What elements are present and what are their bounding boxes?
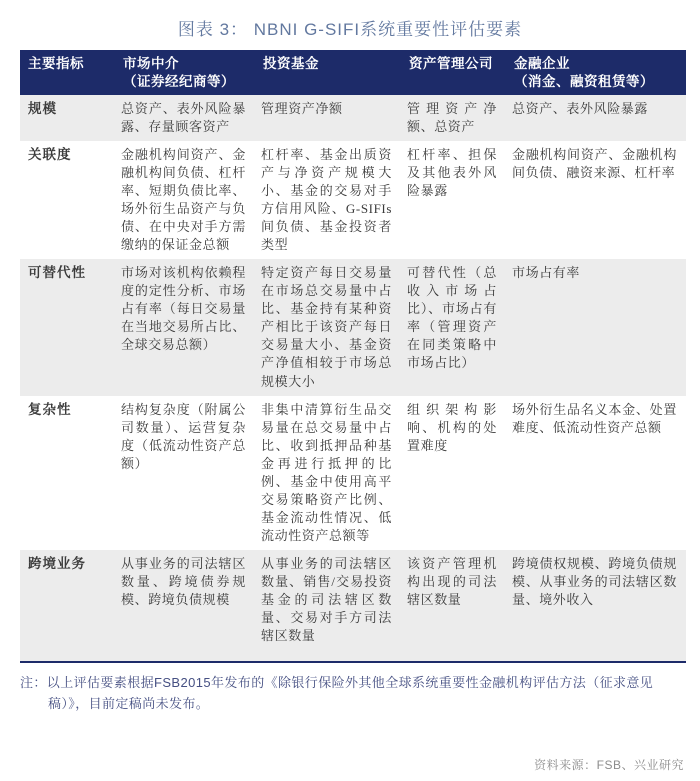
header-title: 投资基金 xyxy=(263,56,319,71)
assessment-factors-table xyxy=(20,50,686,663)
cell-asset-managers: 管理资产净额、总资产 xyxy=(401,95,506,141)
cell-finance-companies: 市场占有率 xyxy=(506,259,686,395)
header-title: 市场中介 xyxy=(123,56,179,71)
cell-market-intermediaries: 总资产、表外风险暴露、存量顾客资产 xyxy=(115,95,255,141)
header-main-indicator xyxy=(20,50,115,95)
table-row-cross-border xyxy=(20,550,686,662)
header-title: 资产管理公司 xyxy=(409,56,493,71)
header-title: 金融企业 xyxy=(514,56,570,71)
cell-investment-funds: 从事业务的司法辖区数量、销售/交易投资基金的司法辖区数量、交易对手方司法辖区数量 xyxy=(255,550,401,662)
cell-investment-funds: 杠杆率、基金出质资产与净资产规模大小、基金的交易对手方信用风险、G-SIFIs间负债、基金投资者类型 xyxy=(261,146,392,253)
cell-asset-managers: 组织架构影响、机构的处置难度 xyxy=(407,401,497,453)
table-row-complexity xyxy=(20,396,686,551)
cell-market-intermediaries: 结构复杂度（附属公司数量）、运营复杂度（低流动性资产总额） xyxy=(121,401,246,471)
header-subtitle: （消金、融资租赁等） xyxy=(514,73,654,89)
table-row-substitutability xyxy=(20,259,686,395)
cell-investment-funds: 特定资产每日交易量在市场总交易量中占比、基金持有某种资产相比于该资产每日交易量大小、基金资产净值相较于市场总规模大小 xyxy=(255,259,401,395)
cell-asset-managers: 该资产管理机构出现的司法辖区数量 xyxy=(401,550,506,662)
cell-asset-managers: 可替代性（总收入市场占比）、市场占有率（管理资产在同类策略中市场占比） xyxy=(401,259,506,395)
cell-asset-managers: 杠杆率、担保及其他表外风险暴露 xyxy=(407,146,497,198)
cell-market-intermediaries: 市场对该机构依赖程度的定性分析、市场占有率（每日交易量在当地交易所占比、全球交易总额） xyxy=(115,259,255,395)
cell-finance-companies: 场外衍生品名义本金、处置难度、低流动性资产总额 xyxy=(512,401,677,435)
cell-investment-funds: 管理资产净额 xyxy=(255,95,401,141)
source-credit: 资料来源：FSB、兴业研究 xyxy=(534,758,684,772)
header-investment-funds xyxy=(255,50,401,95)
header-market-intermediaries xyxy=(115,50,255,95)
cell-investment-funds: 非集中清算衍生品交易量在总交易量中占比、收到抵押品种基金再进行抵押的比例、基金中使用高平交易策略资产比例、基金流动性情况、低流动性资产总额等 xyxy=(261,401,392,543)
indicator-cell: 可替代性 xyxy=(20,259,115,395)
table-row-interconnectedness xyxy=(20,141,686,259)
header-subtitle: （证券经纪商等） xyxy=(123,73,235,89)
indicator-cell: 复杂性 xyxy=(28,401,72,417)
header-asset-managers xyxy=(401,50,506,95)
table-row-scale xyxy=(20,95,686,141)
cell-market-intermediaries: 金融机构间资产、金融机构间负债、杠杆率、短期负债比率、场外衍生品资产与负债、在中央对手方需缴纳的保证金总额 xyxy=(121,146,246,253)
cell-market-intermediaries: 从事业务的司法辖区数量、跨境债券规模、跨境负债规模 xyxy=(115,550,255,662)
indicator-cell: 规模 xyxy=(20,95,115,141)
cell-finance-companies: 跨境债权规模、跨境负债规模、从事业务的司法辖区数量、境外收入 xyxy=(506,550,686,662)
indicator-cell: 关联度 xyxy=(28,146,72,162)
header-title: 主要指标 xyxy=(28,56,84,71)
figure-title: 图表 3： NBNI G-SIFI系统重要性评估要素 xyxy=(177,20,523,39)
footnote: 注：以上评估要素根据FSB2015年发布的《除银行保险外其他全球系统重要性金融机构评估方法（征求意见稿）》，目前定稿尚未发布。 xyxy=(20,675,654,711)
cell-finance-companies: 总资产、表外风险暴露 xyxy=(506,95,686,141)
indicator-cell: 跨境业务 xyxy=(20,550,115,662)
cell-finance-companies: 金融机构间资产、金融机构间负债、融资来源、杠杆率 xyxy=(512,146,677,180)
header-finance-companies xyxy=(506,50,686,95)
table-header-row xyxy=(20,50,686,95)
